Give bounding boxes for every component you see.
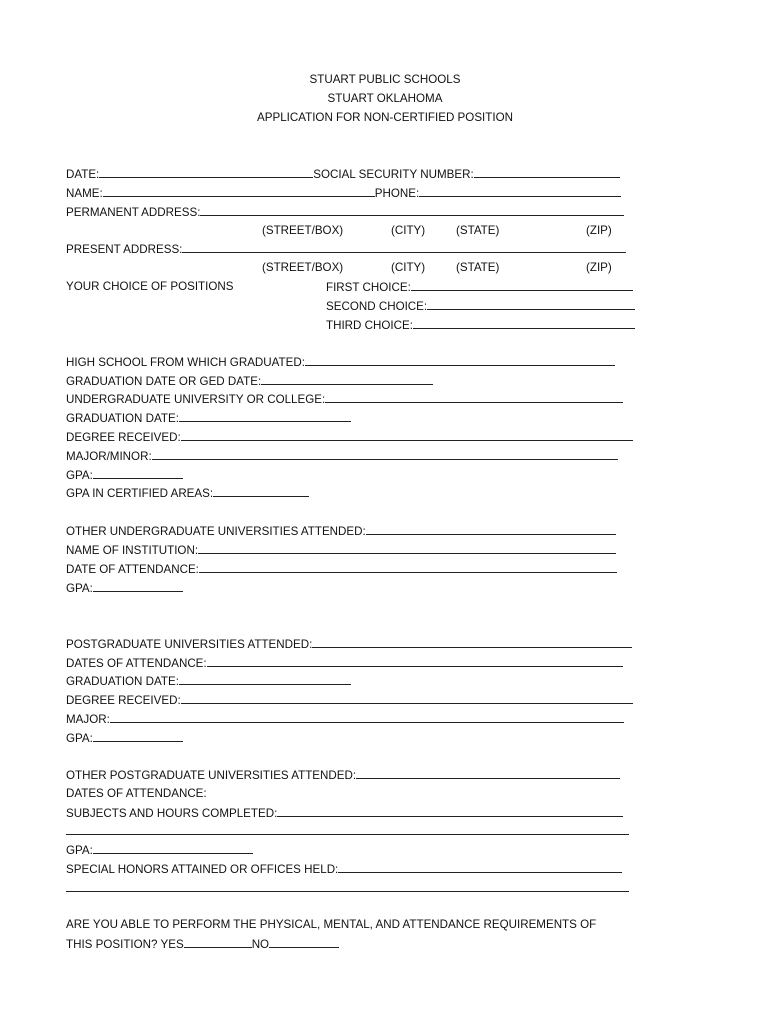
yes-field[interactable] xyxy=(184,937,252,948)
no-label: NO xyxy=(251,938,270,951)
third-choice-field[interactable] xyxy=(413,318,635,329)
date-attendance-field[interactable] xyxy=(199,562,617,573)
grad-date-field[interactable] xyxy=(179,411,351,422)
other-postgrad-row xyxy=(66,768,620,782)
second-choice-row xyxy=(326,299,635,313)
postgrad-major-field[interactable] xyxy=(110,712,624,723)
subjects-continuation-field[interactable] xyxy=(66,824,629,835)
present-street-caption: (STREET/BOX) xyxy=(262,261,344,274)
grad-date-label: GRADUATION DATE: xyxy=(66,412,179,425)
other-undergrad-row xyxy=(66,524,616,538)
high-school-field[interactable] xyxy=(305,355,615,366)
date-attendance-label: DATE OF ATTENDANCE: xyxy=(66,563,199,576)
present-address-row xyxy=(66,242,626,256)
first-choice-label: FIRST CHOICE: xyxy=(326,281,411,294)
permanent-address-label: PERMANENT ADDRESS: xyxy=(66,206,201,219)
degree-label: DEGREE RECEIVED: xyxy=(66,431,181,444)
honors-continuation-row xyxy=(66,881,629,895)
high-school-label: HIGH SCHOOL FROM WHICH GRADUATED: xyxy=(66,356,305,369)
postgrad-dates-row xyxy=(66,656,623,670)
other-undergrad-field[interactable] xyxy=(366,524,616,535)
ssn-field[interactable] xyxy=(474,167,620,178)
undergrad-row xyxy=(66,392,623,406)
postgrad-grad-date-row xyxy=(66,674,351,688)
no-field[interactable] xyxy=(269,937,339,948)
other-postgrad-gpa-row xyxy=(66,843,253,857)
gpa-certified-field[interactable] xyxy=(213,486,309,497)
ssn-label: SOCIAL SECURITY NUMBER: xyxy=(313,168,474,181)
date-field[interactable] xyxy=(99,167,313,178)
grad-date-row xyxy=(66,411,351,425)
other-postgrad-dates-label: DATES OF ATTENDANCE: xyxy=(66,787,207,800)
undergrad-field[interactable] xyxy=(325,392,623,403)
honors-row xyxy=(66,862,622,876)
postgrad-gpa-label: GPA: xyxy=(66,732,93,745)
grad-ged-row xyxy=(66,374,433,388)
permanent-city-caption: (CITY) xyxy=(391,224,426,237)
honors-field[interactable] xyxy=(338,862,622,873)
postgrad-label: POSTGRADUATE UNIVERSITIES ATTENDED: xyxy=(66,638,313,651)
subjects-field[interactable] xyxy=(277,806,623,817)
postgrad-major-label: MAJOR: xyxy=(66,713,110,726)
present-zip-caption: (ZIP) xyxy=(586,261,612,274)
postgrad-degree-row xyxy=(66,693,633,707)
other-postgrad-field[interactable] xyxy=(356,768,620,779)
other-undergrad-gpa-label: GPA: xyxy=(66,582,93,595)
positions-label: YOUR CHOICE OF POSITIONS xyxy=(66,280,234,293)
postgrad-dates-field[interactable] xyxy=(207,656,623,667)
gpa-field[interactable] xyxy=(93,468,183,479)
high-school-row xyxy=(66,355,615,369)
honors-label: SPECIAL HONORS ATTAINED OR OFFICES HELD: xyxy=(66,863,339,876)
phone-label: PHONE: xyxy=(374,187,420,200)
postgrad-row xyxy=(66,637,632,651)
name-label: NAME: xyxy=(66,187,103,200)
postgrad-grad-date-field[interactable] xyxy=(179,674,351,685)
postgrad-gpa-row xyxy=(66,731,183,745)
other-undergrad-gpa-row xyxy=(66,581,183,595)
name-phone-row xyxy=(66,186,621,200)
postgrad-dates-label: DATES OF ATTENDANCE: xyxy=(66,657,207,670)
yes-label: THIS POSITION? YES xyxy=(66,938,184,951)
other-undergrad-gpa-field[interactable] xyxy=(93,581,183,592)
first-choice-row xyxy=(326,280,633,294)
postgrad-grad-date-label: GRADUATION DATE: xyxy=(66,675,179,688)
institution-row xyxy=(66,543,616,557)
date-attendance-row xyxy=(66,562,617,576)
gpa-label: GPA: xyxy=(66,469,93,482)
postgrad-field[interactable] xyxy=(312,637,632,648)
permanent-address-row xyxy=(66,205,624,219)
school-location: STUART OKLAHOMA xyxy=(327,92,443,105)
major-minor-row xyxy=(66,449,618,463)
postgrad-gpa-field[interactable] xyxy=(93,731,183,742)
permanent-address-field[interactable] xyxy=(200,205,624,216)
postgrad-degree-label: DEGREE RECEIVED: xyxy=(66,694,181,707)
grad-ged-label: GRADUATION DATE OR GED DATE: xyxy=(66,375,262,388)
institution-label: NAME OF INSTITUTION: xyxy=(66,544,199,557)
present-address-field[interactable] xyxy=(182,242,626,253)
other-postgrad-label: OTHER POSTGRADUATE UNIVERSITIES ATTENDED: xyxy=(66,769,357,782)
permanent-zip-caption: (ZIP) xyxy=(586,224,612,237)
other-postgrad-gpa-label: GPA: xyxy=(66,844,93,857)
permanent-state-caption: (STATE) xyxy=(456,224,500,237)
subjects-row xyxy=(66,806,623,820)
subjects-continuation-row xyxy=(66,824,629,838)
other-undergrad-label: OTHER UNDERGRADUATE UNIVERSITIES ATTENDED: xyxy=(66,525,366,538)
requirements-question: ARE YOU ABLE TO PERFORM THE PHYSICAL, MENTAL, AND ATTENDANCE REQUIREMENTS OF xyxy=(66,918,597,931)
second-choice-field[interactable] xyxy=(427,299,635,310)
gpa-certified-label: GPA IN CERTIFIED AREAS: xyxy=(66,487,214,500)
school-name: STUART PUBLIC SCHOOLS xyxy=(309,73,461,86)
major-minor-field[interactable] xyxy=(152,449,618,460)
phone-field[interactable] xyxy=(419,186,621,197)
gpa-row xyxy=(66,468,183,482)
honors-continuation-field[interactable] xyxy=(66,881,629,892)
form-title: APPLICATION FOR NON-CERTIFIED POSITION xyxy=(257,111,513,124)
third-choice-row xyxy=(326,318,635,332)
degree-row xyxy=(66,430,633,444)
name-field[interactable] xyxy=(103,186,375,197)
postgrad-major-row xyxy=(66,712,624,726)
second-choice-label: SECOND CHOICE: xyxy=(326,300,428,313)
gpa-certified-row xyxy=(66,486,309,500)
present-city-caption: (CITY) xyxy=(391,261,426,274)
present-address-label: PRESENT ADDRESS: xyxy=(66,243,183,256)
subjects-label: SUBJECTS AND HOURS COMPLETED: xyxy=(66,807,278,820)
degree-field[interactable] xyxy=(181,430,633,441)
date-ssn-row xyxy=(66,167,620,181)
other-postgrad-gpa-field[interactable] xyxy=(93,843,253,854)
postgrad-degree-field[interactable] xyxy=(181,693,633,704)
permanent-street-caption: (STREET/BOX) xyxy=(262,224,344,237)
undergrad-label: UNDERGRADUATE UNIVERSITY OR COLLEGE: xyxy=(66,393,326,406)
major-minor-label: MAJOR/MINOR: xyxy=(66,450,152,463)
requirements-answer-row xyxy=(66,937,339,951)
third-choice-label: THIRD CHOICE: xyxy=(326,319,413,332)
institution-field[interactable] xyxy=(198,543,616,554)
first-choice-field[interactable] xyxy=(411,280,633,291)
date-label: DATE: xyxy=(66,168,100,181)
grad-ged-field[interactable] xyxy=(261,374,433,385)
present-state-caption: (STATE) xyxy=(456,261,500,274)
